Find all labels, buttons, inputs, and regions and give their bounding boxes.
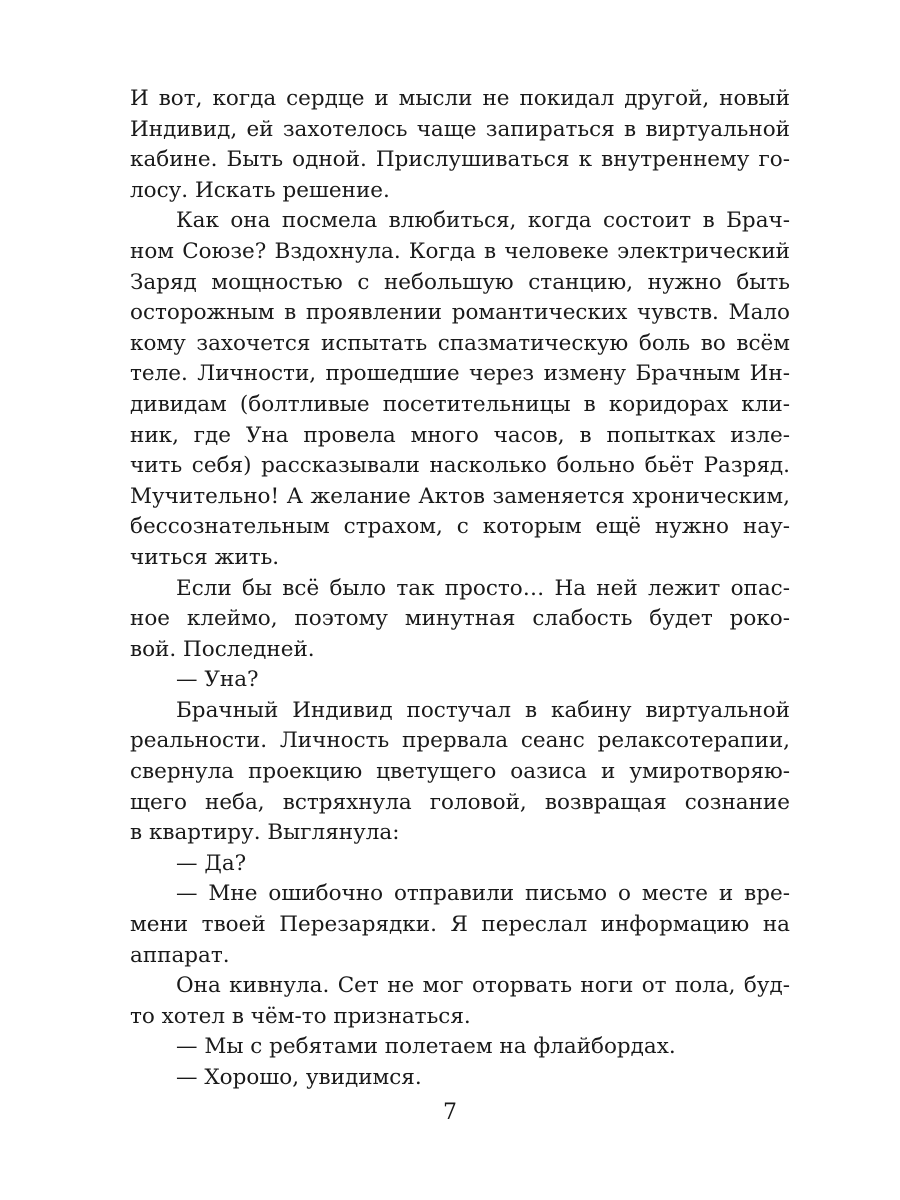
text-line: щего неба, встряхнула головой, возвращая сознание [130,789,790,815]
text-line: вой. Последней. [130,636,315,662]
text-line: Она кивнула. Сет не мог оторвать ноги от пола, буд- [176,973,790,999]
text-line: читься жить. [130,544,280,570]
text-line: чить себя) рассказывали насколько больно бьёт Разряд. [130,453,790,479]
text-line: то хотел в чём-то признаться. [130,1003,471,1029]
page-number: 7 [443,1100,457,1125]
text-line: — Уна? [176,667,259,693]
text-line: реальности. Личность прервала сеанс релаксотерапии, [130,728,790,754]
text-line: ное клеймо, поэтому минутная слабость будет роко- [130,606,790,632]
body-text [130,84,790,1094]
text-line: дивидам (болтливые посетительницы в коридорах кли- [130,391,790,417]
text-line: осторожным в проявлении романтических чувств. Мало [130,300,790,326]
text-line: кабине. Быть одной. Прислушиваться к внутреннему го- [130,147,790,173]
text-line: Заряд мощностью с небольшую станцию, нужно быть [130,269,790,295]
text-line: аппарат. [130,942,230,968]
text-line: И вот, когда сердце и мысли не покидал другой, новый [130,86,790,111]
text-line: лосу. Искать решение. [130,177,390,203]
text-line: Мучительно! А желание Актов заменяется хроническим, [130,483,790,509]
text-line: ник, где Уна провела много часов, в попытках изле- [130,422,790,448]
text-line: Если бы всё было так просто… На ней лежит опас- [176,575,790,601]
text-line: — Хорошо, увидимся. [176,1065,422,1090]
text-line: в квартиру. Выглянула: [130,820,400,846]
text-line: свернула проекцию цветущего оазиса и умиротворяю- [130,759,790,785]
text-line: мени твоей Перезарядки. Я переслал информацию на [130,912,790,938]
text-line: ном Союзе? Вздохнула. Когда в человеке электрический [130,238,790,264]
text-line: — Да? [176,850,247,876]
text-line: Индивид, ей захотелось чаще запираться в виртуальной [130,116,790,142]
text-line: бессознательным страхом, с которым ещё нужно нау- [130,514,790,540]
text-line: — Мы с ребятами полетаем на флайбордах. [176,1034,676,1060]
text-line: кому захочется испытать спазматическую боль во всём [130,330,790,356]
text-line: Брачный Индивид постучал в кабину виртуальной [176,697,790,723]
text-line: — Мне ошибочно отправили письмо о месте и вре- [176,881,790,907]
text-line: Как она посмела влюбиться, когда состоит в Брач- [176,208,790,234]
text-line: теле. Личности, прошедшие через измену Брачным Ин- [130,361,790,387]
